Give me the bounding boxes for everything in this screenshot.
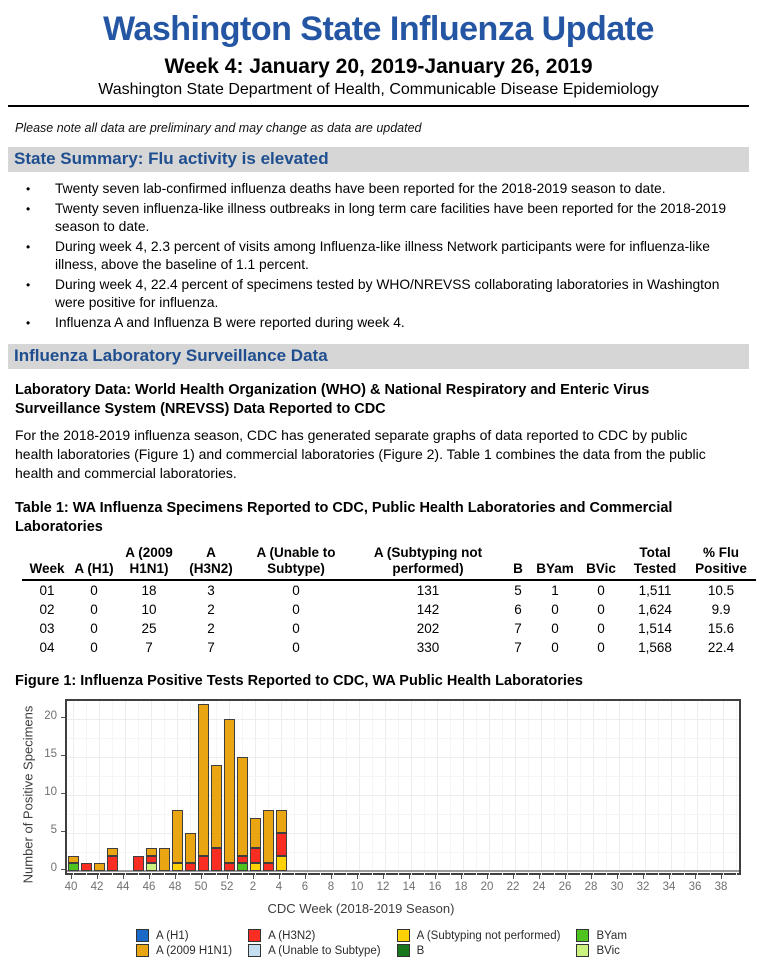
state-summary-header-bar — [8, 147, 749, 172]
x-tickmark — [487, 875, 488, 879]
gridline-vertical — [424, 701, 425, 877]
table-cell: 1 — [551, 583, 559, 598]
gridline-vertical — [710, 701, 711, 877]
table-cell: 02 — [39, 602, 55, 617]
legend-item — [248, 944, 381, 957]
x-tick-label: 6 — [301, 881, 309, 893]
x-tick-label: 30 — [610, 881, 624, 893]
bar-segment — [107, 848, 118, 856]
table1-column-header: BYam — [536, 561, 574, 576]
x-tick-label: 44 — [116, 881, 130, 893]
x-tickmark — [71, 875, 72, 879]
table-cell: 0 — [292, 640, 300, 655]
table-cell: 0 — [551, 602, 559, 617]
table-cell: 0 — [597, 640, 605, 655]
bullet-text: Influenza A and Influenza B were reported during week 4. — [55, 314, 405, 330]
report-page — [0, 10, 757, 957]
bar-segment — [211, 765, 222, 849]
x-tick-label: 46 — [142, 881, 156, 893]
legend-label: B — [416, 944, 425, 957]
table-cell: 1,568 — [638, 640, 672, 655]
x-tickmark — [383, 875, 384, 879]
legend-label: A (Subtyping not performed) — [416, 929, 561, 942]
gridline-vertical — [359, 701, 360, 877]
state-summary-bullet-list — [15, 180, 742, 332]
x-tickmark — [409, 875, 410, 879]
preliminary-note: Please note all data are preliminary and may change as data are updated — [15, 121, 422, 135]
table-cell: 2 — [207, 621, 215, 636]
legend-swatch — [136, 944, 149, 957]
legend-label: A (H1) — [156, 929, 189, 942]
table-cell: 0 — [597, 602, 605, 617]
bar-segment — [198, 856, 209, 871]
table-cell: 7 — [145, 640, 153, 655]
lab-surveillance-header: Influenza Laboratory Surveillance Data — [14, 346, 328, 365]
gridline-vertical — [73, 701, 74, 877]
gridline-vertical — [593, 701, 594, 877]
x-tickmark — [227, 875, 228, 879]
x-tick-label: 36 — [688, 881, 702, 893]
gridline-vertical — [606, 701, 607, 877]
legend-label: BVic — [596, 944, 620, 957]
x-axis-title: CDC Week (2018-2019 Season) — [267, 901, 455, 916]
x-tickmark — [357, 875, 358, 879]
table-cell: 0 — [597, 621, 605, 636]
bullet-item — [15, 276, 742, 313]
bar-segment — [250, 863, 261, 871]
bullet-glyph: • — [26, 239, 31, 254]
header-divider — [8, 105, 749, 107]
bullet-text: During week 4, 22.4 percent of specimens tested by WHO/NREVSS collaborating laboratories in Washington were positive for influenza. — [55, 276, 720, 310]
table-cell: 01 — [39, 583, 55, 598]
table1-column-header: A (Subtyping not performed) — [373, 545, 483, 576]
bullet-item — [15, 200, 742, 237]
x-tickmark — [565, 875, 566, 879]
legend-swatch — [397, 944, 410, 957]
table-cell: 0 — [292, 583, 300, 598]
table1-column-header: Total Tested — [633, 545, 677, 576]
y-tickmark — [61, 755, 65, 756]
table-cell: 7 — [514, 640, 522, 655]
x-tick-label: 40 — [64, 881, 78, 893]
legend-swatch — [576, 944, 589, 957]
legend-swatch — [136, 929, 149, 942]
gridline-vertical — [99, 701, 100, 877]
bar-segment — [250, 848, 261, 863]
y-tickmark — [61, 717, 65, 718]
table-cell: 7 — [514, 621, 522, 636]
legend-swatch — [397, 929, 410, 942]
bar-segment — [107, 856, 118, 871]
x-tickmark — [149, 875, 150, 879]
y-tickmark — [61, 869, 65, 870]
table-cell: 0 — [292, 602, 300, 617]
bar-segment — [237, 757, 248, 856]
x-tick-label: 24 — [532, 881, 546, 893]
x-tickmark — [305, 875, 306, 879]
report-week-subtitle: Week 4: January 20, 2019-January 26, 2019 — [164, 55, 593, 78]
bar-segment — [250, 818, 261, 848]
table-cell: 202 — [416, 621, 440, 636]
gridline-vertical — [723, 701, 724, 877]
y-tickmark — [61, 831, 65, 832]
legend-label: A (Unable to Subtype) — [268, 944, 381, 957]
table-cell: 0 — [551, 640, 559, 655]
y-tick-label: 0 — [50, 862, 57, 874]
x-tickmark — [461, 875, 462, 879]
gridline-vertical — [372, 701, 373, 877]
x-tickmark — [97, 875, 98, 879]
y-tick-label: 20 — [44, 710, 57, 722]
x-tick-label: 14 — [402, 881, 416, 893]
legend-swatch — [248, 929, 261, 942]
gridline-vertical — [502, 701, 503, 877]
gridline-vertical — [411, 701, 412, 877]
gridline-horizontal — [67, 738, 739, 739]
x-tick-label: 38 — [714, 881, 728, 893]
table-cell: 0 — [292, 621, 300, 636]
x-tickmark — [175, 875, 176, 879]
table1-header — [22, 545, 756, 580]
table-cell: 15.6 — [707, 621, 735, 636]
bullet-glyph: • — [26, 182, 31, 196]
x-tick-label: 2 — [249, 881, 257, 893]
bar-segment — [146, 848, 157, 856]
legend-label: BYam — [596, 929, 627, 942]
x-tickmark — [331, 875, 332, 879]
table-cell: 0 — [551, 621, 559, 636]
y-tickmark — [61, 793, 65, 794]
table1-column-header: BVic — [586, 561, 616, 576]
table1 — [22, 545, 756, 657]
bar-segment — [94, 863, 105, 871]
table1-column-header: A (Unable to Subtype) — [256, 545, 336, 576]
gridline-vertical — [320, 701, 321, 877]
x-tick-label: 16 — [428, 881, 442, 893]
table-row — [22, 600, 756, 619]
bar-segment — [159, 848, 170, 871]
x-tickmark — [279, 875, 280, 879]
legend-item — [576, 944, 626, 957]
plot-area — [65, 699, 741, 875]
x-tickmark — [201, 875, 202, 879]
table-cell: 5 — [514, 583, 522, 598]
gridline-horizontal — [67, 795, 739, 796]
x-tick-label: 26 — [558, 881, 572, 893]
gridline-vertical — [580, 701, 581, 877]
table-cell: 0 — [90, 583, 98, 598]
x-tick-label: 8 — [327, 881, 335, 893]
table-row — [22, 638, 756, 657]
bar-segment — [81, 863, 92, 871]
lab-data-subheading: Laboratory Data: World Health Organization (WHO) & National Respiratory and Enteric Virus Surveillance System (NREVSS) Data Reported to CDC — [15, 382, 650, 417]
bullet-glyph: • — [26, 315, 31, 330]
table-cell: 0 — [90, 621, 98, 636]
legend-swatch — [576, 929, 589, 942]
x-tick-label: 20 — [480, 881, 494, 893]
table-cell: 1,624 — [638, 602, 672, 617]
gridline-vertical — [554, 701, 555, 877]
bar-segment — [172, 810, 183, 863]
x-tickmark — [695, 875, 696, 879]
bullet-glyph: • — [26, 201, 31, 216]
state-summary-header: State Summary: Flu activity is elevated — [14, 149, 329, 168]
bullet-text: Twenty seven influenza-like illness outbreaks in long term care facilities have been reported for the 2018-2019 season to date. — [55, 200, 727, 234]
table-cell: 330 — [416, 640, 440, 655]
table1-column-header: A (H1) — [74, 561, 114, 576]
table-row — [22, 580, 756, 600]
bullet-text: During week 4, 2.3 percent of visits among Influenza-like illness Network participants were for influenza-like illness, above the baseline of 1.1 percent. — [55, 238, 710, 272]
gridline-vertical — [463, 701, 464, 877]
x-tickmark — [513, 875, 514, 879]
table-cell: 0 — [597, 583, 605, 598]
figure1-legend — [136, 929, 757, 957]
bar-segment — [146, 863, 157, 871]
bar-segment — [237, 856, 248, 864]
x-tickmark — [669, 875, 670, 879]
table-cell: 18 — [141, 583, 157, 598]
table-cell: 2 — [207, 602, 215, 617]
bar-segment — [276, 833, 287, 856]
bar-segment — [172, 863, 183, 871]
gridline-vertical — [541, 701, 542, 877]
legend-item — [576, 929, 626, 942]
table-cell: 0 — [90, 640, 98, 655]
gridline-vertical — [294, 701, 295, 877]
bar-segment — [133, 856, 144, 871]
bar-segment — [237, 863, 248, 871]
bullet-glyph: • — [26, 277, 31, 292]
y-tick-label: 10 — [44, 786, 57, 798]
x-tick-label: 34 — [662, 881, 676, 893]
legend-item — [136, 944, 232, 957]
table-cell: 25 — [141, 621, 157, 636]
gridline-vertical — [736, 701, 737, 877]
table1-column-header: A (H3N2) — [189, 545, 233, 576]
x-tick-label: 28 — [584, 881, 598, 893]
table1-column-header: B — [513, 561, 523, 576]
gridline-vertical — [515, 701, 516, 877]
gridline-horizontal — [67, 719, 739, 720]
gridline-vertical — [333, 701, 334, 877]
figure1-title: Figure 1: Influenza Positive Tests Reported to CDC, WA Public Health Laboratories — [15, 673, 583, 689]
bullet-item — [15, 314, 742, 333]
table-cell: 1,514 — [638, 621, 672, 636]
x-tick-label: 32 — [636, 881, 650, 893]
gridline-vertical — [86, 701, 87, 877]
table1-column-header: A (2009 H1N1) — [125, 545, 173, 576]
gridline-vertical — [567, 701, 568, 877]
gridline-vertical — [476, 701, 477, 877]
gridline-horizontal — [67, 814, 739, 815]
x-tick-label: 10 — [350, 881, 364, 893]
x-tickmark — [617, 875, 618, 879]
x-tickmark — [435, 875, 436, 879]
gridline-horizontal — [67, 757, 739, 758]
legend-swatch — [248, 944, 261, 957]
table-cell: 142 — [416, 602, 440, 617]
gridline-vertical — [632, 701, 633, 877]
legend-label: A (H3N2) — [268, 929, 316, 942]
gridline-horizontal — [67, 776, 739, 777]
x-tickmark — [123, 875, 124, 879]
y-axis-title: Number of Positive Specimens — [20, 705, 36, 884]
gridline-horizontal — [67, 833, 739, 834]
bar-segment — [146, 856, 157, 864]
bar-segment — [263, 863, 274, 871]
x-tick-label: 12 — [376, 881, 390, 893]
x-tickmark — [253, 875, 254, 879]
x-tickmark — [591, 875, 592, 879]
page-title: Washington State Influenza Update — [103, 10, 654, 48]
legend-label: A (2009 H1N1) — [156, 944, 233, 957]
legend-item — [248, 929, 381, 942]
legend-item — [397, 944, 561, 957]
gridline-vertical — [619, 701, 620, 877]
gridline-vertical — [398, 701, 399, 877]
table-row — [22, 619, 756, 638]
gridline-vertical — [125, 701, 126, 877]
bar-segment — [198, 704, 209, 856]
gridline-vertical — [450, 701, 451, 877]
bar-segment — [224, 719, 235, 863]
bar-segment — [211, 848, 222, 871]
table1-header-row — [22, 545, 756, 580]
table-cell: 03 — [39, 621, 55, 636]
bar-segment — [276, 856, 287, 871]
table1-body — [22, 580, 756, 657]
gridline-vertical — [138, 701, 139, 877]
agency-line: Washington State Department of Health, Communicable Disease Epidemiology — [98, 81, 659, 98]
x-tickmark — [643, 875, 644, 879]
bar-segment — [68, 856, 79, 864]
gridline-vertical — [658, 701, 659, 877]
x-tick-label: 52 — [220, 881, 234, 893]
gridline-vertical — [645, 701, 646, 877]
bar-segment — [263, 810, 274, 863]
x-tick-label: 42 — [90, 881, 104, 893]
bar-segment — [185, 863, 196, 871]
bullet-text: Twenty seven lab-confirmed influenza deaths have been reported for the 2018-2019 season to date. — [55, 181, 666, 196]
bar-segment — [276, 810, 287, 833]
table-cell: 3 — [207, 583, 215, 598]
table1-column-header: % Flu Positive — [695, 545, 747, 576]
figure1-chart — [0, 693, 757, 925]
bar-segment — [68, 863, 79, 871]
table-cell: 9.9 — [711, 602, 731, 617]
x-tick-label: 22 — [506, 881, 520, 893]
legend-item — [136, 929, 232, 942]
bar-segment — [185, 833, 196, 863]
table-cell: 10.5 — [707, 583, 735, 598]
gridline-vertical — [346, 701, 347, 877]
table-cell: 0 — [90, 602, 98, 617]
lab-data-paragraph: For the 2018-2019 influenza season, CDC has generated separate graphs of data reported to CDC by public health laboratories (Figure 1) and commercial laboratories (Figure 2). Table 1 combines the data from the public health and commercial laboratories. — [15, 427, 706, 481]
table-cell: 131 — [416, 583, 440, 598]
table-cell: 1,511 — [638, 583, 672, 598]
y-tick-label: 15 — [44, 748, 57, 760]
gridline-vertical — [671, 701, 672, 877]
gridline-vertical — [489, 701, 490, 877]
gridline-vertical — [385, 701, 386, 877]
gridline-vertical — [307, 701, 308, 877]
gridline-vertical — [437, 701, 438, 877]
bar-segment — [224, 863, 235, 871]
x-tick-label: 4 — [275, 881, 283, 893]
lab-surveillance-header-bar — [8, 344, 749, 369]
gridline-vertical — [528, 701, 529, 877]
table1-column-header: Week — [29, 561, 65, 576]
x-tick-label: 48 — [168, 881, 182, 893]
x-tick-label: 18 — [454, 881, 468, 893]
x-tick-label: 50 — [194, 881, 208, 893]
y-tick-label: 5 — [50, 824, 57, 836]
bullet-item — [15, 180, 742, 199]
gridline-vertical — [697, 701, 698, 877]
x-tickmark — [721, 875, 722, 879]
legend-item — [397, 929, 561, 942]
table-cell: 04 — [39, 640, 55, 655]
table-cell: 6 — [514, 602, 522, 617]
bullet-item — [15, 238, 742, 275]
table-cell: 7 — [207, 640, 215, 655]
table-cell: 10 — [141, 602, 157, 617]
gridline-vertical — [684, 701, 685, 877]
table-cell: 22.4 — [707, 640, 735, 655]
table1-title: Table 1: WA Influenza Specimens Reported to CDC, Public Health Laboratories and Commercial Laboratories — [15, 500, 673, 535]
x-tickmark — [539, 875, 540, 879]
